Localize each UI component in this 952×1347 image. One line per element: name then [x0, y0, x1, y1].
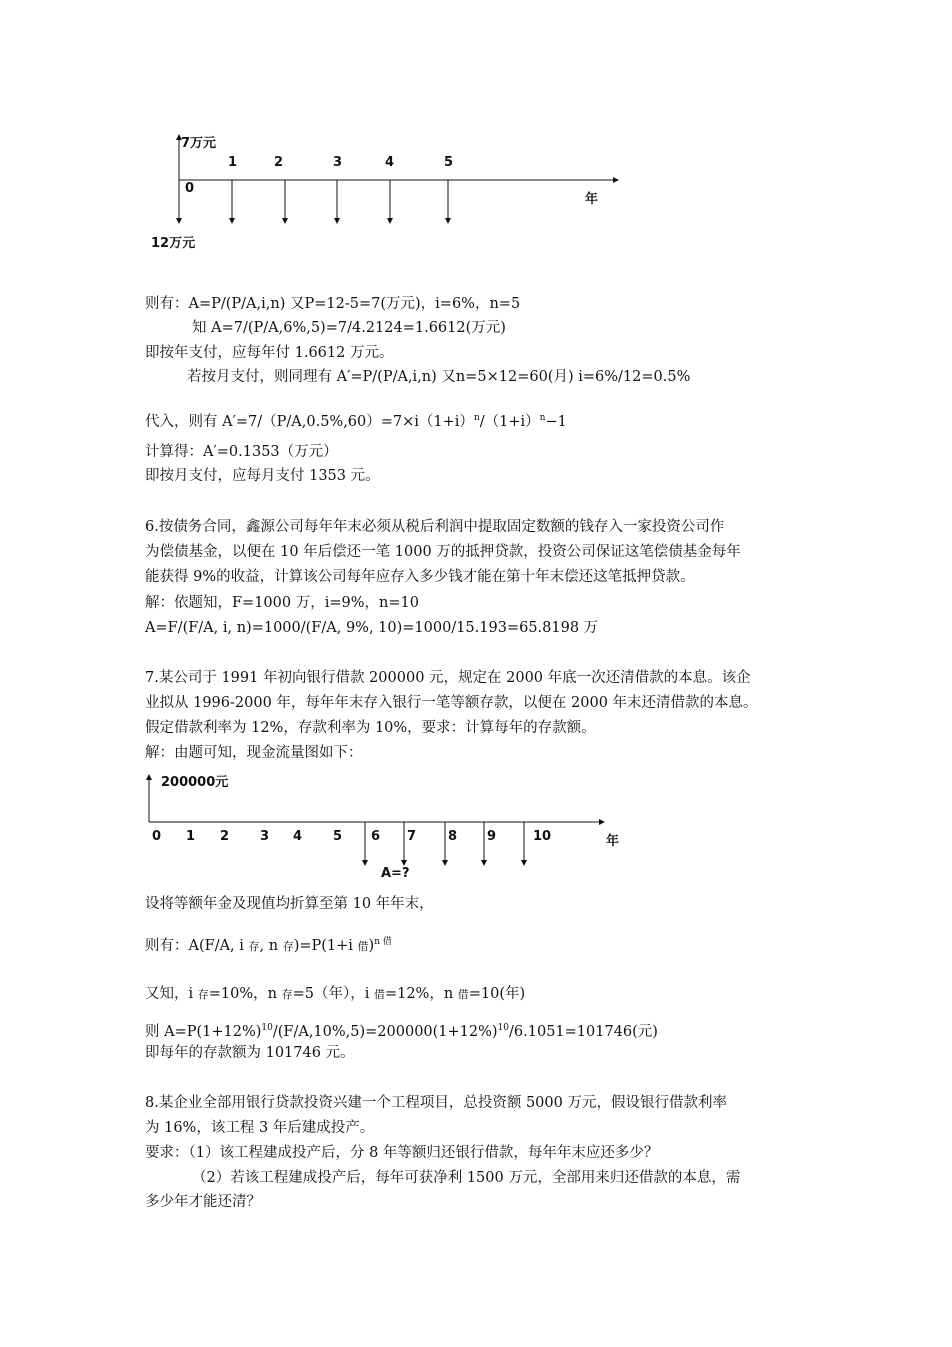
- formula-part: 则有：A(F/A, i: [145, 937, 249, 954]
- period-label: 4: [385, 155, 395, 170]
- bottom-label: 12万元: [151, 236, 196, 251]
- exponent: n: [539, 413, 546, 423]
- formula-line: [145, 984, 525, 1005]
- subscript: 借: [457, 988, 469, 1001]
- text-line: 若按月支付，则同理有 A′=P/(P/A,i,n) 又n=5×12=60(月) i=6%/12=0.5%: [187, 369, 691, 385]
- text-line: 计算得：A′=0.1353（万元）: [145, 444, 338, 460]
- cash-flow-diagram-1: [0, 0, 952, 260]
- period-label: 4: [293, 829, 303, 844]
- exponent: 10: [497, 1023, 510, 1033]
- subscript: 借: [373, 988, 385, 1001]
- period-label: 5: [333, 829, 343, 844]
- text-line: 多少年才能还清？: [145, 1194, 261, 1210]
- formula-part: =12%，n: [384, 986, 458, 1002]
- exponent: n: [473, 413, 480, 423]
- formula-line: [145, 1018, 658, 1042]
- period-label: 3: [333, 155, 343, 170]
- zero-label: 0: [185, 181, 195, 196]
- subscript: 存: [281, 988, 293, 1001]
- period-label: 9: [487, 829, 497, 844]
- period-label: 3: [260, 829, 270, 844]
- subscript: 存: [282, 939, 294, 953]
- formula-part: −1: [545, 413, 567, 430]
- axis-label: 年: [585, 192, 599, 207]
- text-line: 知 A=7/(P/A,6%,5)=7/4.2124=1.6612(万元): [192, 320, 506, 336]
- period-label: 5: [444, 155, 454, 170]
- text-line: 6.按债务合同，鑫源公司每年年末必须从税后利润中提取固定数额的钱存入一家投资公司作: [145, 519, 725, 535]
- period-label: 8: [448, 829, 458, 844]
- formula-part: 则 A=P(1+12%): [145, 1023, 262, 1040]
- text-line: （2）若该工程建成投产后，每年可获净利 1500 万元，全部用来归还借款的本息，需: [192, 1170, 741, 1186]
- formula-line: [145, 408, 567, 432]
- text-line: 能获得 9%的收益，计算该公司每年应存入多少钱才能在第十年末偿还这笔抵押贷款。: [145, 569, 695, 585]
- subscript: 借: [357, 939, 369, 953]
- period-label: 6: [371, 829, 381, 844]
- text-line: 为 16%，该工程 3 年后建成投产。: [145, 1120, 375, 1136]
- top-label: 7万元: [181, 136, 217, 151]
- text-line: 8.某企业全部用银行贷款投资兴建一个工程项目，总投资额 5000 万元，假设银行借款利率: [145, 1095, 727, 1111]
- text-line: 为偿债基金，以便在 10 年后偿还一笔 1000 万的抵押贷款，投资公司保证这笔偿债基金每年: [145, 544, 741, 560]
- formula-part: , n: [259, 937, 283, 954]
- formula-part: =10(年): [468, 986, 526, 1002]
- formula-part: /6.1051=101746(元): [509, 1023, 658, 1040]
- period-label: 1: [186, 829, 196, 844]
- period-label: 2: [220, 829, 230, 844]
- formula-part: /(F/A,10%,5)=200000(1+12%): [272, 1023, 498, 1040]
- top-label: 200000元: [161, 775, 229, 790]
- cash-flow-diagram-2: [0, 765, 952, 885]
- formula-part: )=P(1+i: [293, 937, 358, 954]
- period-label: 10: [533, 829, 552, 844]
- period-label: 1: [228, 155, 238, 170]
- text-line: 即每年的存款额为 101746 元。: [145, 1045, 355, 1061]
- formula-part: 又知，i: [145, 986, 198, 1002]
- text-line: 业拟从 1996-2000 年，每年年末存入银行一笔等额存款，以便在 2000 年末还清借款的本息。: [145, 695, 758, 711]
- formula-part: ): [368, 937, 375, 954]
- period-label: 0: [152, 829, 162, 844]
- exponent: 10: [261, 1023, 273, 1033]
- axis-label: 年: [606, 834, 620, 849]
- period-label: 2: [274, 155, 284, 170]
- period-label: 7: [407, 829, 417, 844]
- text-line: 则有：A=P/(P/A,i,n) 又P=12-5=7(万元)，i=6%，n=5: [145, 296, 521, 312]
- subscript: 存: [197, 988, 209, 1001]
- text-line: 假定借款利率为 12%，存款利率为 10%，要求：计算每年的存款额。: [145, 720, 596, 736]
- text-line: 即按年支付，应每年付 1.6612 万元。: [145, 345, 394, 361]
- text-line: A=F/(F/A, i, n)=1000/(F/A, 9%, 10)=1000/15.193=65.8198 万: [145, 620, 599, 636]
- text-line: 要求：（1）该工程建成投产后，分 8 年等额归还银行借款，每年年末应还多少？: [145, 1145, 659, 1161]
- formula-part: /（1+i）: [479, 413, 540, 430]
- text-line: 即按月支付，应每月支付 1353 元。: [145, 468, 380, 484]
- text-line: 解：依题知，F=1000 万，i=9%，n=10: [145, 595, 419, 611]
- formula-part: =10%，n: [208, 986, 282, 1002]
- formula-part: 代入，则有 A′=7/（P/A,0.5%,60）=7×i（1+i）: [145, 413, 474, 430]
- text-line: 7.某公司于 1991 年初向银行借款 200000 元，规定在 2000 年底一次还清借款的本息。该企: [145, 670, 751, 686]
- exponent: n 借: [374, 937, 392, 947]
- subscript: 存: [248, 939, 260, 953]
- text-line: 设将等额年金及现值均折算至第 10 年年末，: [145, 896, 434, 912]
- text-line: 解：由题可知，现金流量图如下：: [145, 745, 363, 761]
- formula-part: =5（年），i: [292, 986, 374, 1002]
- annuity-label: A=?: [381, 866, 410, 881]
- formula-line: [145, 932, 392, 957]
